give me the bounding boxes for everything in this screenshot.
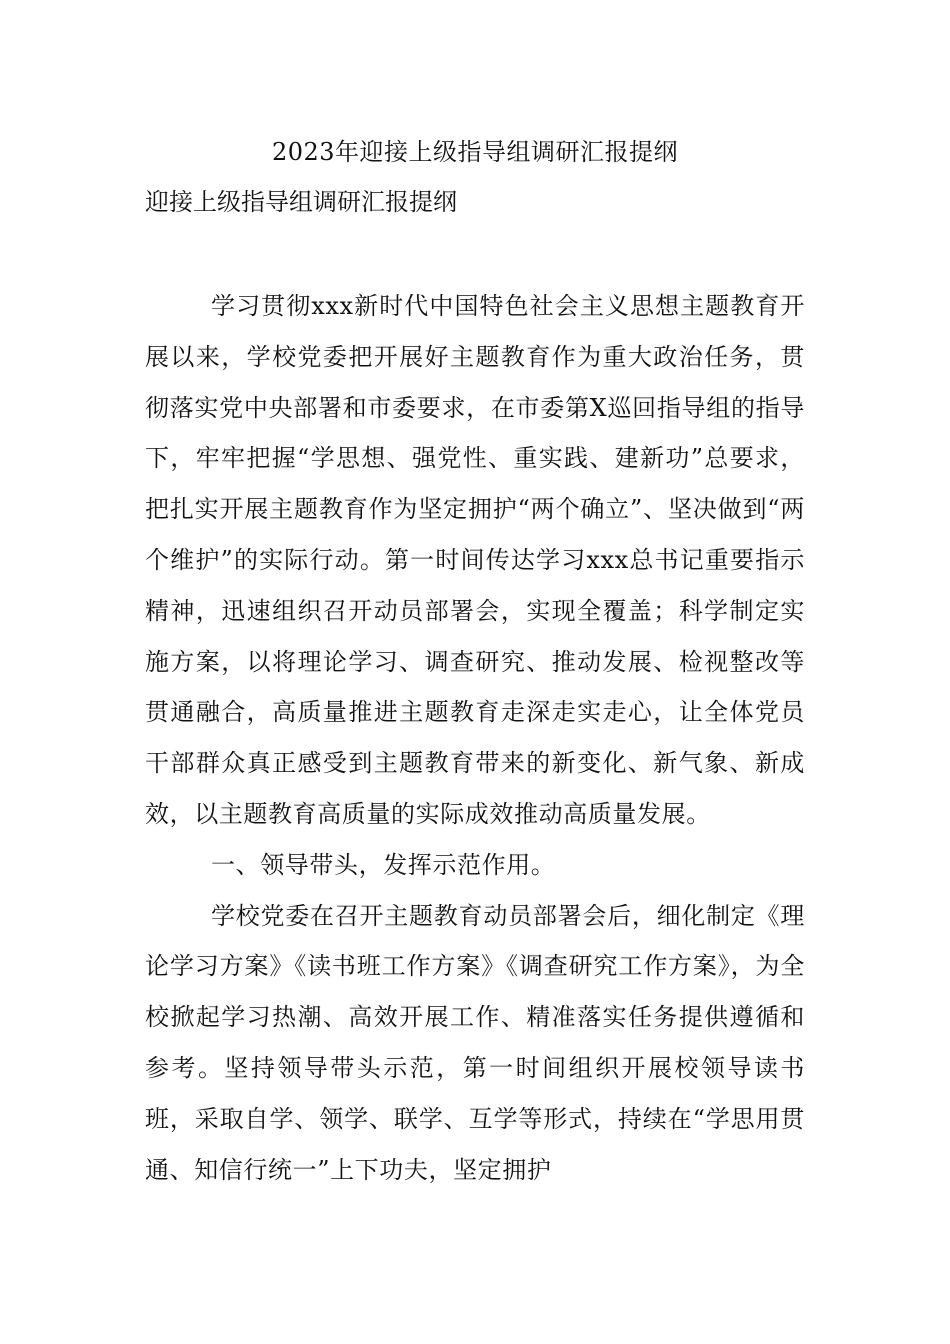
document-subtitle: 迎接上级指导组调研汇报提纲 (145, 188, 457, 216)
document-body (145, 281, 805, 1195)
paragraph-intro: 学习贯彻xxx新时代中国特色社会主义思想主题教育开展以来，学校党委把开展好主题教育作为重大政治任务，贯彻落实党中央部署和市委要求，在市委第X巡回指导组的指导下，牢牢把握“学思想、强党性、重实践、建新功”总要求，把扎实开展主题教育作为坚定拥护“两个确立”、坚决做到“两个维护”的实际行动。第一时间传达学习xxx总书记重要指示精神，迅速组织召开动员部署会，实现全覆盖；科学制定实施方案，以将理论学习、调查研究、推动发展、检视整改等贯通融合，高质量推进主题教育走深走实走心，让全体党员干部群众真正感受到主题教育带来的新变化、新气象、新成效，以主题教育高质量的实际成效推动高质量发展。 (145, 292, 805, 828)
document-title: 2023年迎接上级指导组调研汇报提纲 (271, 138, 679, 166)
section-heading-1: 一、领导带头，发挥示范作用。 (211, 850, 556, 879)
paragraph-section-1: 学校党委在召开主题教育动员部署会后，细化制定《理论学习方案》《读书班工作方案》《调查研究工作方案》，为全校掀起学习热潮、高效开展工作、精准落实任务提供遵循和参考。坚持领导带头示范，第一时间组织开展校领导读书班，采取自学、领学、联学、互学等形式，持续在“学思用贯通、知信行统一”上下功夫，坚定拥护 (145, 901, 805, 1184)
